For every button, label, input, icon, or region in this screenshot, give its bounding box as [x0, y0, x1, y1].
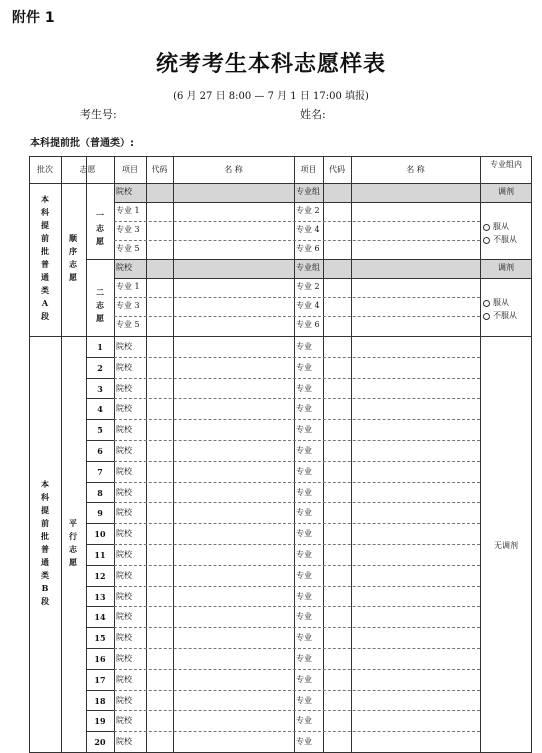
grid-line	[114, 183, 115, 753]
parallel-school-label: 院校	[116, 570, 132, 580]
row-divider	[114, 440, 480, 441]
row-divider	[114, 544, 480, 545]
parallel-school-label: 院校	[116, 508, 132, 518]
parallel-number: 14	[94, 612, 106, 623]
parallel-number: 10	[94, 529, 106, 540]
parallel-major-label: 专业	[296, 737, 312, 747]
parallel-school-label: 院校	[116, 529, 132, 539]
grid-line	[86, 461, 114, 462]
parallel-school-label: 院校	[116, 362, 132, 372]
second-choice-major-left: 专业 1	[116, 282, 140, 291]
parallel-school-label: 院校	[116, 550, 132, 559]
parallel-number: 3	[97, 383, 103, 394]
grid-line	[86, 544, 114, 545]
parallel-major-label: 专业	[296, 425, 312, 435]
row-divider	[114, 297, 480, 298]
row-divider	[114, 690, 480, 691]
section-label: 本科提前批（普通类）:	[30, 138, 134, 149]
header-choice: 志愿	[79, 165, 96, 174]
parallel-number: 5	[97, 425, 103, 436]
second-choice-major-right: 专业 6	[296, 320, 320, 329]
obey-radio[interactable]	[483, 300, 490, 307]
row-divider	[114, 240, 480, 241]
parallel-school-label: 院校	[116, 716, 132, 726]
row-divider	[114, 378, 480, 379]
parallel-number: 6	[97, 446, 103, 456]
shaded-row	[323, 183, 480, 202]
parallel-major-label: 专业	[296, 383, 312, 393]
parallel-number: 1	[97, 342, 103, 352]
parallel-major-label: 专业	[296, 695, 312, 705]
parallel-school-label: 院校	[116, 383, 132, 393]
attachment-label: 附件 1	[12, 10, 55, 26]
parallel-number: 20	[94, 737, 106, 748]
second-choice-label: 二 志 愿	[96, 286, 104, 323]
grid-line	[86, 482, 114, 483]
first-choice-major-right: 专业 6	[296, 244, 320, 253]
table-border	[531, 156, 532, 753]
first-choice-major-left: 专业 5	[116, 244, 140, 253]
parallel-number: 12	[94, 570, 106, 581]
row-divider	[114, 606, 480, 607]
parallel-number: 15	[94, 633, 106, 644]
parallel-major-label: 专业	[296, 508, 312, 518]
candidate-number-label: 考生号:	[80, 108, 117, 121]
parallel-number: 2	[97, 362, 103, 373]
grid-line	[114, 202, 532, 203]
second-choice-not-obey-label: 不服从	[493, 311, 517, 320]
row-divider	[114, 482, 480, 483]
parallel-number: 8	[97, 487, 103, 498]
parallel-number: 19	[94, 716, 106, 727]
parallel-major-label: 专业	[296, 446, 312, 455]
grid-line	[173, 183, 174, 753]
parallel-school-label: 院校	[116, 487, 132, 497]
second-choice-major-left: 专业 3	[116, 301, 140, 310]
first-choice-major-left: 专业 1	[116, 206, 140, 215]
parallel-major-label: 专业	[296, 550, 312, 559]
parallel-major-label: 专业	[296, 570, 312, 580]
first-choice-adjust-label: 调剂	[498, 187, 514, 196]
header-within-group: 专业组内	[490, 160, 522, 169]
grid-line	[86, 336, 87, 753]
parallel-school-label: 院校	[116, 633, 132, 643]
parallel-school-label: 院校	[116, 342, 132, 351]
first-choice-major-left: 专业 3	[116, 225, 140, 234]
grid-line	[86, 378, 114, 379]
parallel-school-label: 院校	[116, 591, 132, 601]
parallel-number: 9	[97, 508, 103, 519]
first-choice-obey-label: 服从	[493, 222, 509, 231]
parallel-school-label: 院校	[116, 446, 132, 455]
parallel-major-label: 专业	[296, 487, 312, 497]
parallel-major-label: 专业	[296, 362, 312, 372]
grid-line	[86, 502, 114, 503]
parallel-major-label: 专业	[296, 654, 312, 663]
row-divider	[114, 710, 480, 711]
row-divider	[114, 627, 480, 628]
row-divider	[114, 221, 480, 222]
grid-line	[86, 710, 114, 711]
row-divider	[114, 461, 480, 462]
grid-line	[86, 627, 114, 628]
parallel-major-label: 专业	[296, 591, 312, 601]
filing-period: (6 月 27 日 8:00 — 7 月 1 日 17:00 填报)	[173, 91, 369, 102]
row-divider	[114, 357, 480, 358]
first-choice-label: 一 志 愿	[96, 210, 104, 246]
parallel-school-label: 院校	[116, 612, 132, 622]
parallel-school-label: 院校	[116, 695, 132, 705]
header-name: 名 称	[406, 165, 425, 174]
grid-line	[294, 183, 295, 753]
parallel-school-label: 院校	[116, 404, 132, 414]
parallel-major-label: 专业	[296, 404, 312, 414]
parallel-major-label: 专业	[296, 342, 312, 351]
grid-line	[86, 523, 114, 524]
application-form-table	[29, 156, 532, 753]
parallel-number: 18	[94, 695, 106, 706]
second-choice-obey-label: 服从	[493, 298, 509, 307]
parallel-major-label: 专业	[296, 612, 312, 622]
parallel-number: 17	[94, 674, 106, 685]
grid-line	[351, 183, 352, 753]
row-divider	[114, 523, 480, 524]
not-obey-radio[interactable]	[483, 313, 490, 320]
row-divider	[114, 419, 480, 420]
header-divider	[29, 183, 532, 184]
grid-line	[86, 440, 114, 441]
grid-line	[146, 183, 147, 753]
first-choice-major-group-label: 专业组	[296, 187, 320, 196]
candidate-name-label: 姓名:	[300, 108, 326, 121]
first-choice-major-right: 专业 2	[296, 206, 320, 215]
obey-radio[interactable]	[483, 224, 490, 231]
grid-line	[86, 419, 114, 420]
parallel-major-label: 专业	[296, 716, 312, 726]
row-divider	[114, 648, 480, 649]
second-choice-major-group-label: 专业组	[296, 263, 320, 272]
parallel-school-label: 院校	[116, 654, 132, 663]
parallel-number: 7	[97, 466, 103, 477]
section-divider	[29, 336, 532, 337]
second-choice-major-left: 专业 5	[116, 320, 140, 329]
first-choice-not-obey-label: 不服从	[493, 235, 517, 244]
second-choice-school-label: 院校	[116, 263, 132, 272]
grid-line	[86, 669, 114, 670]
grid-line	[86, 357, 114, 358]
row-divider	[114, 565, 480, 566]
header-name: 名 称	[224, 165, 243, 174]
second-choice-adjust-label: 调剂	[498, 263, 514, 272]
parallel-school-label: 院校	[116, 737, 132, 747]
table-border	[29, 156, 30, 753]
header-code: 代码	[151, 165, 168, 174]
parallel-major-label: 专业	[296, 633, 312, 643]
parallel-school-label: 院校	[116, 674, 132, 684]
grid-line	[61, 183, 62, 753]
row-divider	[114, 586, 480, 587]
grid-line	[86, 259, 532, 260]
header-item: 项目	[122, 165, 138, 174]
row-divider	[114, 398, 480, 399]
row-divider	[114, 669, 480, 670]
no-adjust-label: 无调剂	[494, 540, 518, 550]
first-choice-school-label: 院校	[116, 187, 132, 196]
row-divider	[114, 731, 480, 732]
grid-line	[114, 278, 532, 279]
shaded-row	[323, 259, 480, 278]
header-item: 项目	[300, 165, 317, 174]
batch-b-label: 本 科 提 前 批 普 通 类 B 段	[41, 478, 49, 606]
page-title: 统考考生本科志愿样表	[155, 51, 386, 77]
parallel-choice-label: 平 行 志 愿	[69, 517, 77, 567]
parallel-number: 13	[94, 591, 106, 602]
parallel-major-label: 专业	[296, 529, 312, 539]
grid-line	[86, 731, 114, 732]
grid-line	[86, 398, 114, 399]
first-choice-major-right: 专业 4	[296, 225, 320, 234]
parallel-number: 16	[94, 654, 106, 664]
row-divider	[114, 316, 480, 317]
parallel-school-label: 院校	[116, 425, 132, 435]
parallel-major-label: 专业	[296, 466, 312, 476]
row-divider	[114, 502, 480, 503]
grid-line	[86, 648, 114, 649]
batch-a-label: 本 科 提 前 批 普 通 类 A 段	[41, 193, 49, 321]
header-batch: 批次	[37, 165, 53, 174]
second-choice-major-right: 专业 2	[296, 282, 320, 291]
header-code: 代码	[329, 165, 345, 174]
table-border	[29, 156, 532, 157]
grid-line	[86, 565, 114, 566]
parallel-number: 4	[97, 404, 103, 415]
grid-line	[86, 586, 114, 587]
parallel-major-label: 专业	[296, 674, 312, 684]
second-choice-major-right: 专业 4	[296, 301, 320, 310]
parallel-number: 11	[94, 550, 106, 560]
grid-line	[86, 690, 114, 691]
parallel-school-label: 院校	[116, 466, 132, 476]
sequential-choice-label: 顺 序 志 愿	[69, 232, 77, 282]
not-obey-radio[interactable]	[483, 237, 490, 244]
grid-line	[86, 606, 114, 607]
